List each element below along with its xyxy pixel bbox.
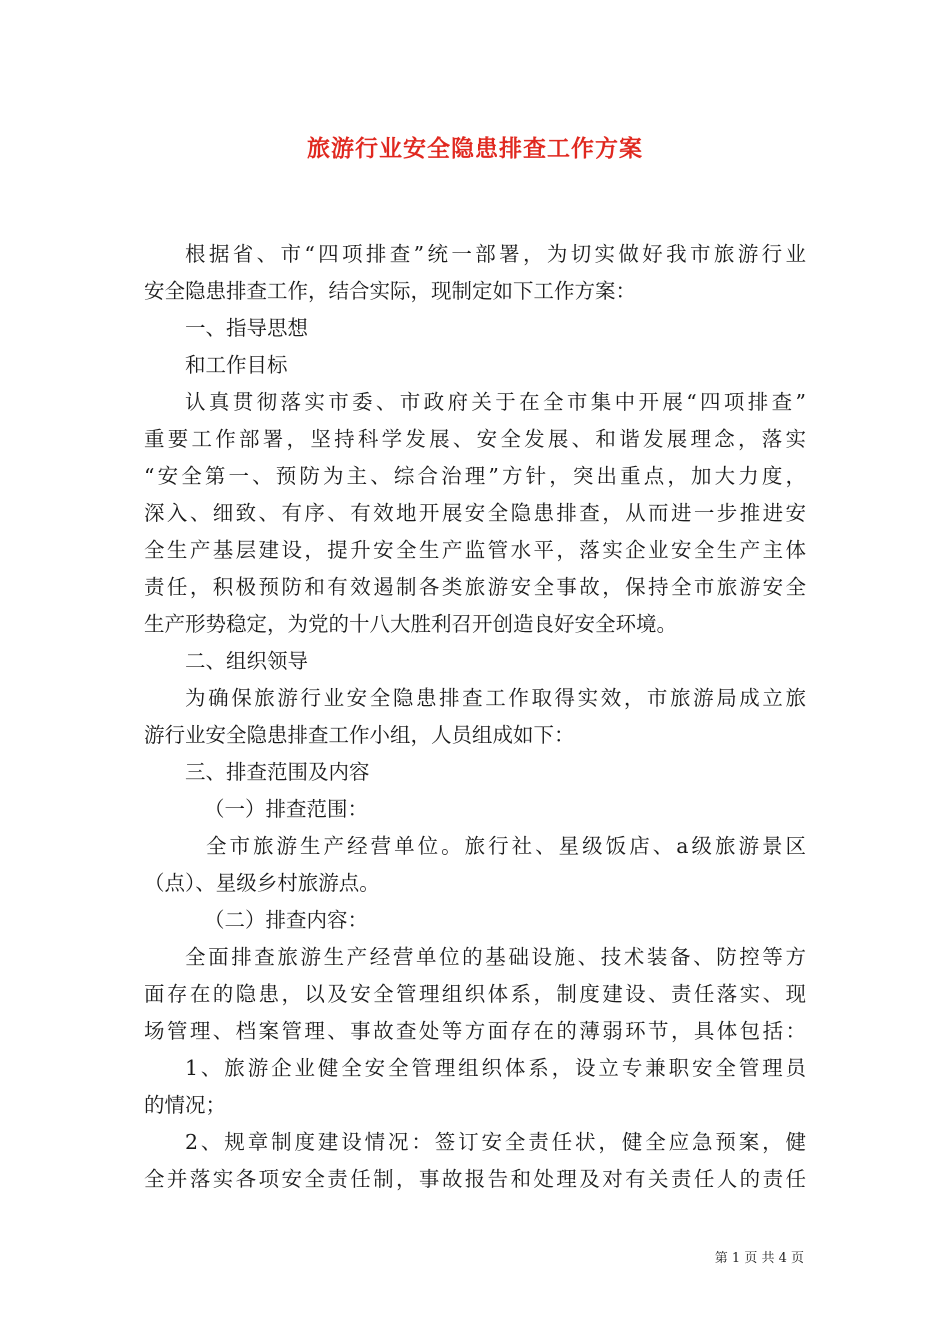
- paragraph-line: 生产形势稳定，为党的十八大胜利召开创造良好安全环境。: [144, 612, 677, 636]
- paragraph-line: “安全第一、预防为主、综合治理”方针，突出重点，加大力度，: [144, 464, 806, 488]
- list-item-line: 全并落实各项安全责任制，事故报告和处理及对有关责任人的责任: [144, 1167, 806, 1191]
- paragraph-line: 责任，积极预防和有效遏制各类旅游安全事故，保持全市旅游安全: [144, 575, 806, 599]
- paragraph-line: 全面排查旅游生产经营单位的基础设施、技术装备、防控等方: [185, 945, 806, 969]
- paragraph-line: 认真贯彻落实市委、市政府关于在全市集中开展“四项排查”: [185, 390, 806, 414]
- paragraph-line: 场管理、档案管理、事故查处等方面存在的薄弱环节，具体包括：: [144, 1019, 806, 1043]
- paragraph-line: 游行业安全隐患排查工作小组，人员组成如下：: [144, 723, 575, 747]
- section-heading: 二、组织领导: [185, 649, 308, 673]
- paragraph-line: 为确保旅游行业安全隐患排查工作取得实效，市旅游局成立旅: [185, 686, 806, 710]
- paragraph-line: 全市旅游生产经营单位。旅行社、星级饭店、a级旅游景区: [206, 834, 806, 858]
- list-item-line: 的情况；: [144, 1093, 226, 1117]
- section-heading: 一、指导思想: [185, 316, 308, 340]
- paragraph-line: 根据省、市“四项排查”统一部署，为切实做好我市旅游行业: [185, 242, 806, 266]
- paragraph-line: （点）、星级乡村旅游点。: [144, 871, 380, 895]
- paragraph-line: 安全隐患排查工作，结合实际，现制定如下工作方案：: [144, 279, 636, 303]
- section-heading: 三、排查范围及内容: [185, 760, 370, 784]
- subsection-heading: （二）排查内容：: [204, 908, 368, 932]
- subsection-heading: （一）排查范围：: [204, 797, 368, 821]
- document-body: [144, 236, 806, 1198]
- paragraph-line: 全生产基层建设，提升安全生产监管水平，落实企业安全生产主体: [144, 538, 806, 562]
- section-heading: 和工作目标: [185, 353, 288, 377]
- document-title: 旅游行业安全隐患排查工作方案: [307, 135, 643, 162]
- paragraph-line: 深入、细致、有序、有效地开展安全隐患排查，从而进一步推进安: [144, 501, 806, 525]
- paragraph-line: 重要工作部署，坚持科学发展、安全发展、和谐发展理念，落实: [144, 427, 806, 451]
- page-number: 第 1 页 共 4 页: [714, 1251, 804, 1266]
- list-item-line: 2、规章制度建设情况：签订安全责任状，健全应急预案，健: [185, 1130, 806, 1154]
- list-item-line: 1、旅游企业健全安全管理组织体系，设立专兼职安全管理员: [185, 1056, 806, 1080]
- paragraph-line: 面存在的隐患，以及安全管理组织体系，制度建设、责任落实、现: [144, 982, 806, 1006]
